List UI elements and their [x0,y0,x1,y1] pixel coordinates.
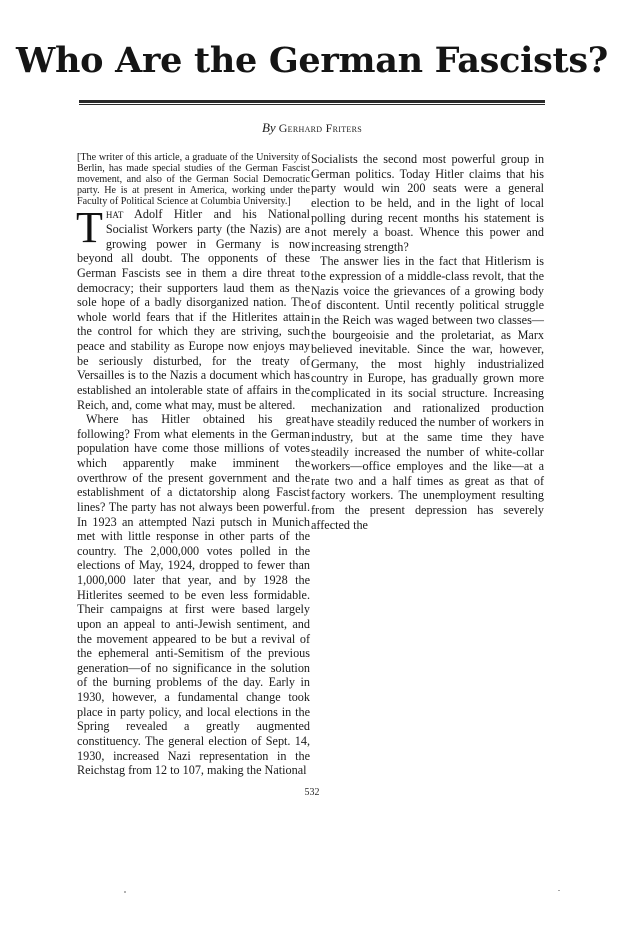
title-rule-thick [79,100,545,103]
scan-speck [124,891,126,893]
title-rule-thin [79,104,545,105]
page-number: 532 [304,787,320,798]
left-column [77,152,310,778]
editor-note-text: [The writer of this article, a graduate of the University of Berlin, has made special studies of the German Fascist movement, and also of the German Social Democratic party. He is at present in America, working under the Faculty of Political Science at Columbia University.] [77,152,310,208]
byline-prefix: By [261,120,276,135]
body-paragraph: Where has Hitler obtained his great following? From what elements in the German population have come those millions of votes which apparently make imminent the overthrow of the present government and the establishment of a dictatorship along Fascist lines? The party has not always been powerful. In 1923 an attempted Nazi putsch in Munich met with little response in other parts of the country. The 2,000,000 votes polled in the elections of May, 1924, dropped to fewer than 1,000,000 later that year, and by 1928 the Hitlerites seemed to be even less formidable. Their campaigns at first were based largely upon an appeal to anti-Jewish sentiment, and the movement appeared to be but a revival of the ephemeral anti-Semitism of the previous generation—of no significance in the solution of the burning problems of the day. Early in 1930, however, a fundamental change took place in party policy, and local elections in the Spring revealed a greatly augmented constituency. The general election of Sept. 14, 1930, increased Nazi representation in the Reichstag from 12 to 107, making the National [77,412,311,778]
body-paragraph: The answer lies in the fact that Hitlerism is the expression of a middle-class revolt, that the Nazis voice the grievances of a growing body of discontent. Until recently political struggle in the Reich was waged between two classes—the bourgeoisie and the proletariat, as Marx believed inevitable. Since the war, however, Germany, the most highly industrialized country in Europe, has gradually grown more complicated in its social structure. Increasing mechanization and rationalized production have steadily reduced the number of workers in industry, but at the same time they have steadily increased the number of white-collar workers—office employes and the like—at a rate two and a half times as great as that of factory workers. The unemployment resulting from the present depression has severely affected the [311,254,545,532]
right-column [311,152,544,532]
editor-note [77,152,310,207]
author-name: Gerhard Friters [278,121,362,135]
article-title: Who Are the German Fascists? [16,40,608,81]
lead-in-words: hat [105,207,124,222]
byline [0,120,624,136]
scan-speck [558,890,560,891]
body-paragraph-continued: Socialists the second most powerful group in German politics. Today Hitler claims that his party would win 200 seats were a general election to be held, and in the light of local polling during recent months his statement is not merely a boast. Whence this power and increasing strength? [311,152,545,254]
lead-paragraph: That Adolf Hitler and his National Socialist Workers party (the Nazis) are a growing power in Germany is now beyond all doubt. The opponents of these German Fascists see in them a dire threat to democracy; their supporters laud them as the sole hope of a badly disorganized nation. The whole world fears that if the Hitlerites attain the control for which they are striving, such peace and stability as Europe now enjoys may be seriously disturbed, for the treaty of Versailles is to the Nazis a document which has established an intolerable state of affairs in the Reich, and, come what may, must be altered. [76,203,311,412]
drop-cap-letter: T [76,203,103,253]
